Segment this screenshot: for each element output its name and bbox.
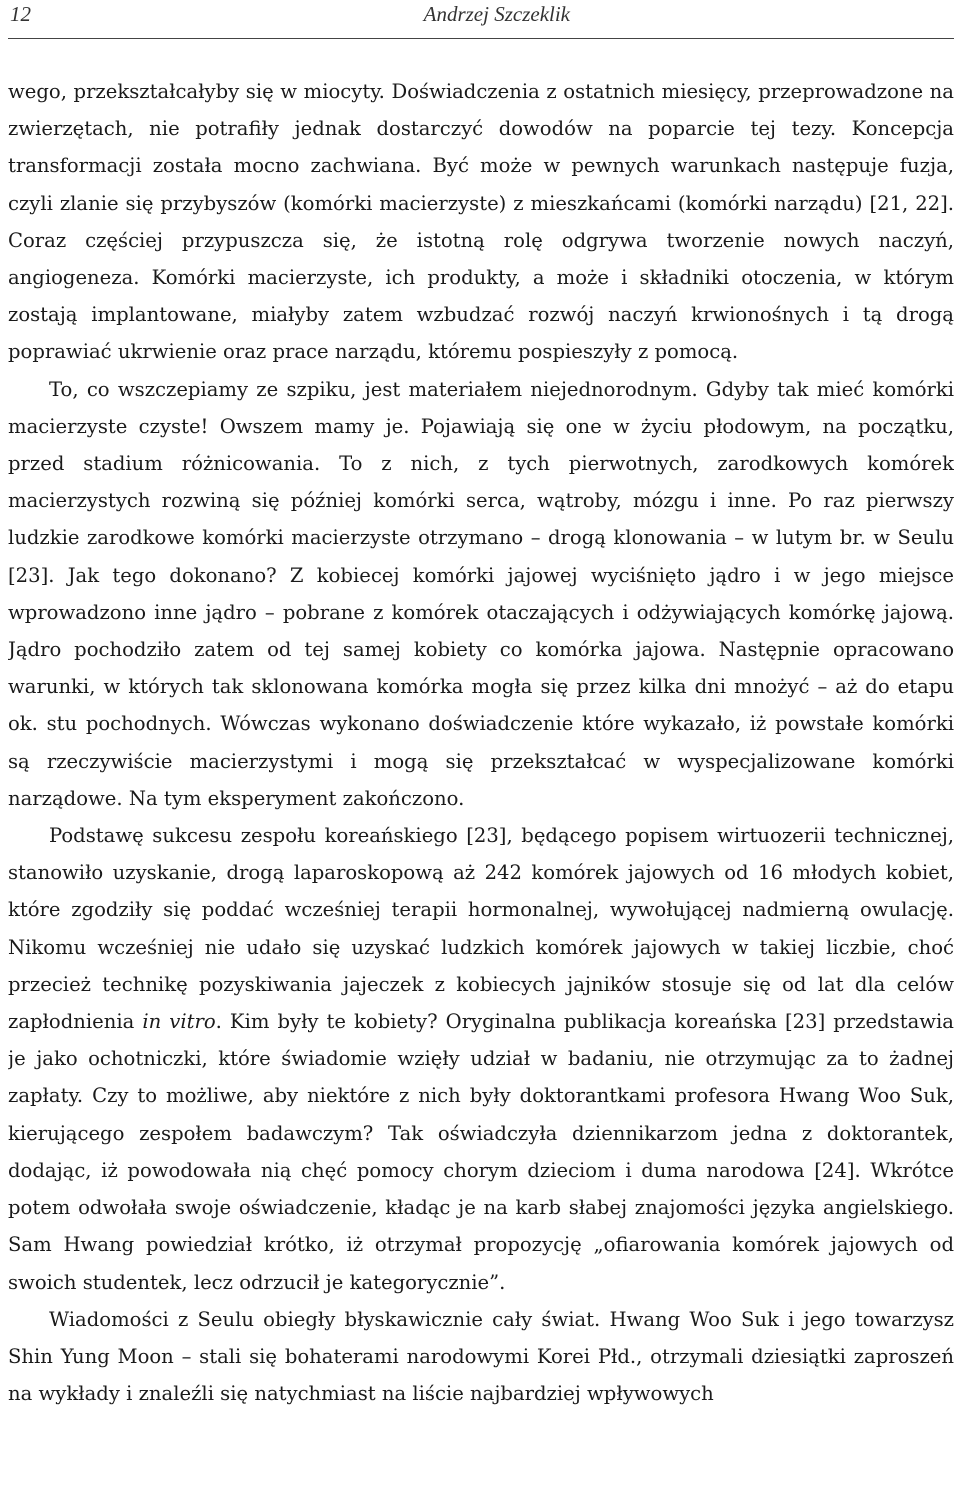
running-header [8, 2, 954, 39]
page-number: 12 [10, 2, 31, 26]
body-text [8, 73, 954, 1412]
paragraph-1: wego, przekształcałyby się w miocyty. Doświadczenia z ostatnich miesięcy, przeprowadzone na zwierzętach, nie potrafiły jednak dostarczyć dowodów na poparcie tej tezy. Koncepcja transformacji została mocno zachwiana. Być może w pewnych warunkach następuje fuzja, czyli zlanie się przybyszów (komórki macierzyste) z mieszkańcami (komórki narządu) [21, 22]. Coraz częściej przypuszcza się, że istotną rolę odgrywa tworzenie nowych naczyń, angiogeneza. Komórki macierzyste, ich produkty, a może i składniki otoczenia, w którym zostają implantowane, miałyby zatem wzbudzać rozwój naczyń krwionośnych i tą drogą poprawiać ukrwienie oraz prace narządu, któremu pospieszyły z pomocą. [8, 80, 954, 364]
book-page [8, 0, 954, 1485]
running-title-author: Andrzej Szczeklik [423, 2, 570, 26]
paragraph-2: To, co wszczepiamy ze szpiku, jest materiałem niejednorodnym. Gdyby tak mieć komórki macierzyste czyste! Owszem mamy je. Pojawiają się one w życiu płodowym, na początku, przed stadium różnicowania. To z nich, z tych pierwotnych, zarodkowych komórek macierzystych rozwiną się później komórki serca, wątroby, mózgu i inne. Po raz pierwszy ludzkie zarodkowe komórki macierzyste otrzymano – drogą klonowania – w lutym br. w Seulu [23]. Jak tego dokonano? Z kobiecej komórki jajowej wyciśnięto jądro i w jego miejsce wprowadzono inne jądro – pobrane z komórek otaczających i odżywiających komórkę jajową. Jądro pochodziło zatem od tej samej kobiety co komórka jajowa. Następnie opracowano warunki, w których tak sklonowana komórka mogła się przez kilka dni mnożyć – aż do etapu ok. stu pochodnych. Wówczas wykonano doświadczenie które wykazało, iż powstałe komórki są rzeczywiście macierzystymi i mogą się przekształcać w wyspecjalizowane komórki narządowe. Na tym eksperyment zakończono. [8, 377, 954, 810]
italic-in-vitro: in vitro [142, 1010, 216, 1034]
paragraph-3-part-1: Podstawę sukcesu zespołu koreańskiego [23], będącego popisem wirtuozerii technicznej, stanowiło uzyskanie, drogą laparoskopową aż 242 komórek jajowych od 16 młodych kobiet, które zgodziły się poddać wcześniej terapii hormonalnej, wywołującej nadmierną owulację. Nikomu wcześniej nie udało się uzyskać ludzkich komórek jajowych w takiej liczbie, choć przecież technikę pozyskiwania jajeczek z kobiecych jajników stosuje się od lat dla celów zapłodnienia [8, 824, 954, 1034]
paragraph-4: Wiadomości z Seulu obiegły błyskawicznie cały świat. Hwang Woo Suk i jego towarzysz Shin Yung Moon – stali się bohaterami narodowymi Korei Płd., otrzymali dziesiątki zaproszeń na wykłady i znaleźli się natychmiast na liście najbardziej wpływowych [8, 1307, 954, 1406]
paragraph-3 [8, 817, 954, 1301]
paragraph-3-part-2: . Kim były te kobiety? Oryginalna publikacja koreańska [23] przedstawia je jako ochotniczki, które świadomie wzięły udział w badaniu, nie otrzymując za to żadnej zapłaty. Czy to możliwe, aby niektóre z nich były doktorantkami profesora Hwang Woo Suk, kierującego zespołem badawczym? Tak oświadczyła dziennikarzom jedna z doktorantek, dodając, iż powodowała nią chęć pomocy chorym dzieciom i duma narodowa [24]. Wkrótce potem odwołała swoje oświadczenie, kładąc je na karb słabej znajomości języka angielskiego. Sam Hwang powiedział krótko, iż otrzymał propozycję „ofiarowania komórek jajowych od swoich studentek, lecz odrzucił je kategorycznie”. [8, 1010, 954, 1294]
